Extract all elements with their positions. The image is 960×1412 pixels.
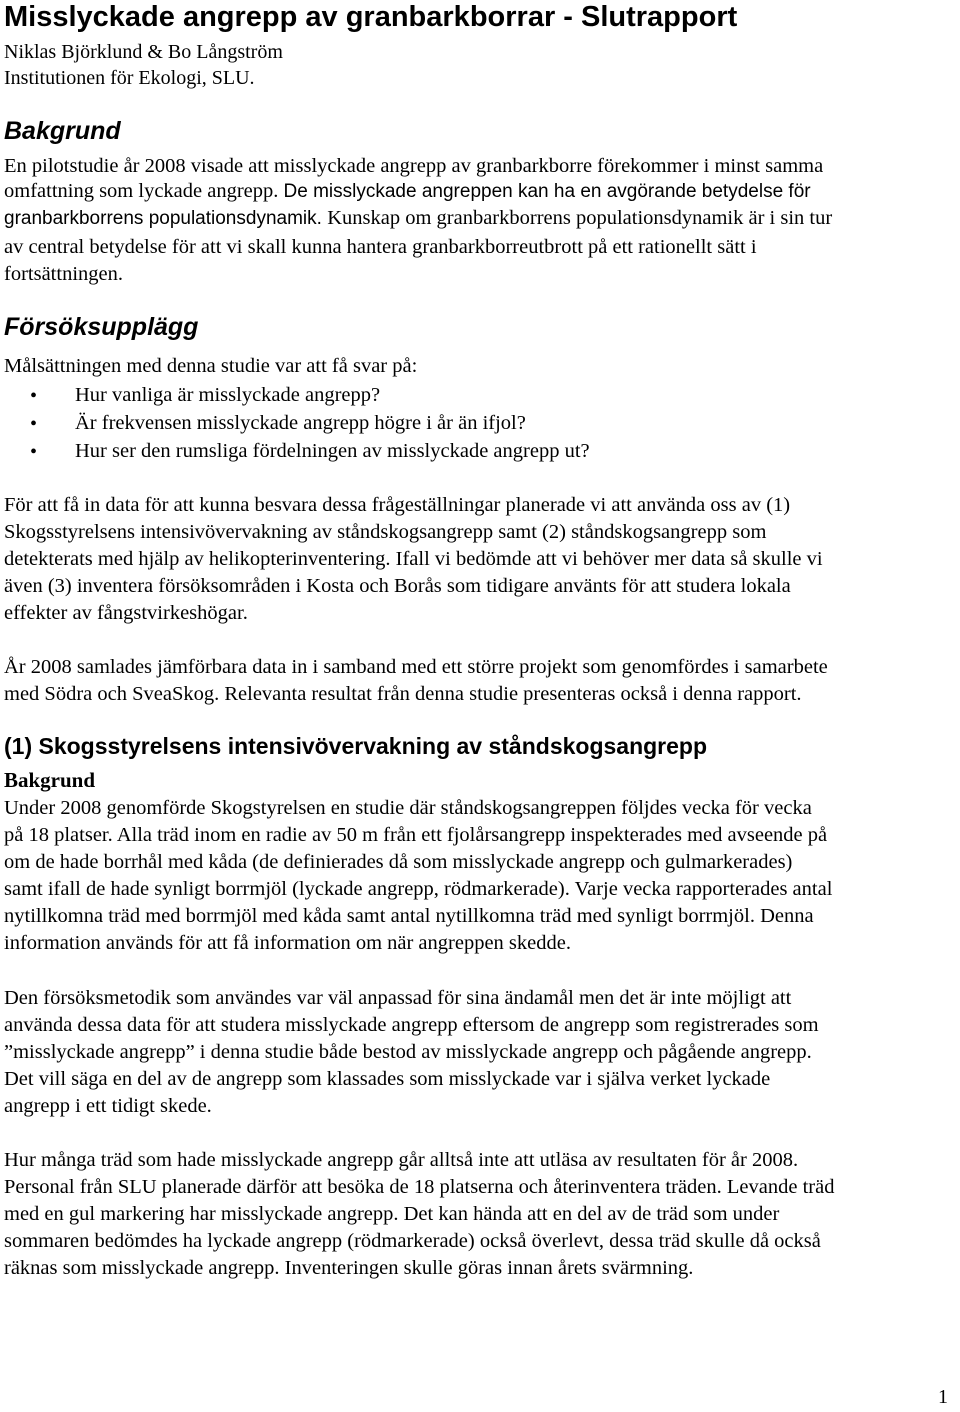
paragraph-line: ”misslyckade angrepp” i denna studie både bestod av misslyckade angrepp och pågående angrepp. (4, 1041, 812, 1063)
paragraph-line: effekter av fångstvirkeshögar. (4, 602, 248, 624)
authors: Niklas Björklund & Bo Långström (4, 41, 283, 63)
paragraph-line: nytillkomna träd med borrmjöl med kåda samt antal nytillkomna träd med synligt borrmjöl. Denna (4, 905, 814, 927)
intro-text: Målsättningen med denna studie var att få svar på: (4, 355, 418, 377)
paragraph-line: med en gul markering har misslyckade angrepp. Det kan hända att en del av de träd som under (4, 1203, 780, 1225)
paragraph-line: angrepp i ett tidigt skede. (4, 1095, 212, 1117)
section-heading-forsoksupplagg: Försöksupplägg (4, 313, 199, 341)
institution: Institutionen för Ekologi, SLU. (4, 67, 255, 89)
paragraph-line: Den försöksmetodik som användes var väl anpassad för sina ändamål men det är inte möjligt att (4, 987, 792, 1009)
paragraph-line: av central betydelse för att vi skall kunna hantera granbarkborreutbrott på ett rationellt sätt i (4, 236, 757, 258)
paragraph-line-mixed: omfattning som lyckade angrepp. De misslyckade angreppen kan ha en avgörande betydelse för (4, 180, 811, 202)
bullet-item: Hur ser den rumsliga fördelningen av misslyckade angrepp ut? (75, 440, 590, 462)
paragraph-line: Skogsstyrelsens intensivövervakning av ståndskogsangrepp samt (2) ståndskogsangrepp som (4, 521, 767, 543)
paragraph-line: sommaren bedömdes ha lyckade angrepp (rödmarkerade) också överlevt, dessa träd skulle då också (4, 1230, 821, 1252)
paragraph-line: detekterats med hjälp av helikopterinventering. Ifall vi bedömde att vi behöver mer data så skulle vi (4, 548, 823, 570)
paragraph-line: År 2008 samlades jämförbara data in i samband med ett större projekt som genomfördes i samarbete (4, 656, 828, 678)
paragraph-line: även (3) inventera försöksområden i Kosta och Borås som tidigare använts för att studera lokala (4, 575, 791, 597)
paragraph-line: För att få in data för att kunna besvara dessa frågeställningar planerade vi att använda oss av (1) (4, 494, 791, 516)
paragraph-line: fortsättningen. (4, 263, 123, 285)
bullet-icon: • (30, 385, 38, 407)
paragraph-line: Personal från SLU planerade därför att besöka de 18 platserna och återinventera träden. Levande träd (4, 1176, 835, 1198)
document-title: Misslyckade angrepp av granbarkborrar - Slutrapport (4, 1, 738, 33)
paragraph-line: En pilotstudie år 2008 visade att misslyckade angrepp av granbarkborre förekommer i minst samma (4, 155, 824, 177)
paragraph-line: samt ifall de hade synligt borrmjöl (lyckade angrepp, rödmarkerade). Varje vecka rapporterades antal (4, 878, 833, 900)
bullet-item: Hur vanliga är misslyckade angrepp? (75, 384, 381, 406)
paragraph-line: använda dessa data för att studera misslyckade angrepp eftersom de angrepp som registrerades som (4, 1014, 819, 1036)
page-number: 1 (938, 1386, 948, 1408)
bullet-icon: • (30, 413, 38, 435)
paragraph-line: om de hade borrhål med kåda (de definierades då som misslyckade angrepp och gulmarkerades) (4, 851, 793, 873)
paragraph-line-mixed: granbarkborrens populationsdynamik. Kunskap om granbarkborrens populationsdynamik är i sin tur (4, 207, 833, 229)
paragraph-line: Det vill säga en del av de angrepp som klassades som misslyckade var i själva verket lyckade (4, 1068, 771, 1090)
paragraph-line: information används för att få information om när angreppen skedde. (4, 932, 571, 954)
paragraph-line: Under 2008 genomförde Skogstyrelsen en studie där ståndskogsangreppen följdes vecka för vecka (4, 797, 812, 819)
paragraph-line: räknas som misslyckade angrepp. Inventeringen skulle göras innan årets svärmning. (4, 1257, 694, 1279)
paragraph-line: på 18 platser. Alla träd inom en radie av 50 m från ett fjolårsangrepp inspekterades med avseende på (4, 824, 828, 846)
subsection-heading-bakgrund: Bakgrund (4, 768, 96, 792)
bullet-item: Är frekvensen misslyckade angrepp högre i år än ifjol? (75, 412, 526, 434)
paragraph-line: Hur många träd som hade misslyckade angrepp går alltså inte att utläsa av resultaten för år 2008. (4, 1149, 799, 1171)
paragraph-line: med Södra och SveaSkog. Relevanta resultat från denna studie presenteras också i denna rapport. (4, 683, 802, 705)
bullet-icon: • (30, 441, 38, 463)
section-heading-skogsstyrelsen: (1) Skogsstyrelsens intensivövervakning av ståndskogsangrepp (4, 733, 708, 759)
section-heading-bakgrund: Bakgrund (4, 117, 121, 145)
